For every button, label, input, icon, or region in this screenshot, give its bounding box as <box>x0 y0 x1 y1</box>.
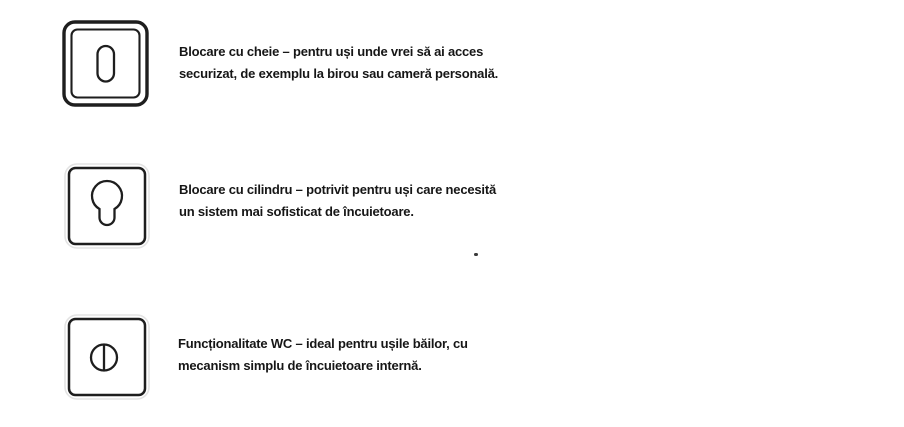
description-line: securizat, de exemplu la birou sau cameră personală. <box>179 66 499 81</box>
key-lock-description <box>179 41 498 85</box>
stray-mark-dot <box>474 253 478 256</box>
description-line: Blocare cu cilindru – potrivit pentru uși care necesită <box>179 182 496 197</box>
description-line: Funcționalitate WC – ideal pentru ușile băilor, cu <box>178 336 468 351</box>
cylinder-lock-description <box>179 179 496 223</box>
wc-lock-description <box>178 333 468 377</box>
euro-cylinder-icon <box>64 163 150 249</box>
description-line: mecanism simplu de încuietoare internă. <box>178 358 422 373</box>
description-line: un sistem mai sofisticat de încuietoare. <box>179 204 414 219</box>
keyhole-icon <box>62 20 149 107</box>
description-line: Blocare cu cheie – pentru uși unde vrei să ai acces <box>179 44 484 59</box>
wc-turn-icon <box>64 314 150 400</box>
